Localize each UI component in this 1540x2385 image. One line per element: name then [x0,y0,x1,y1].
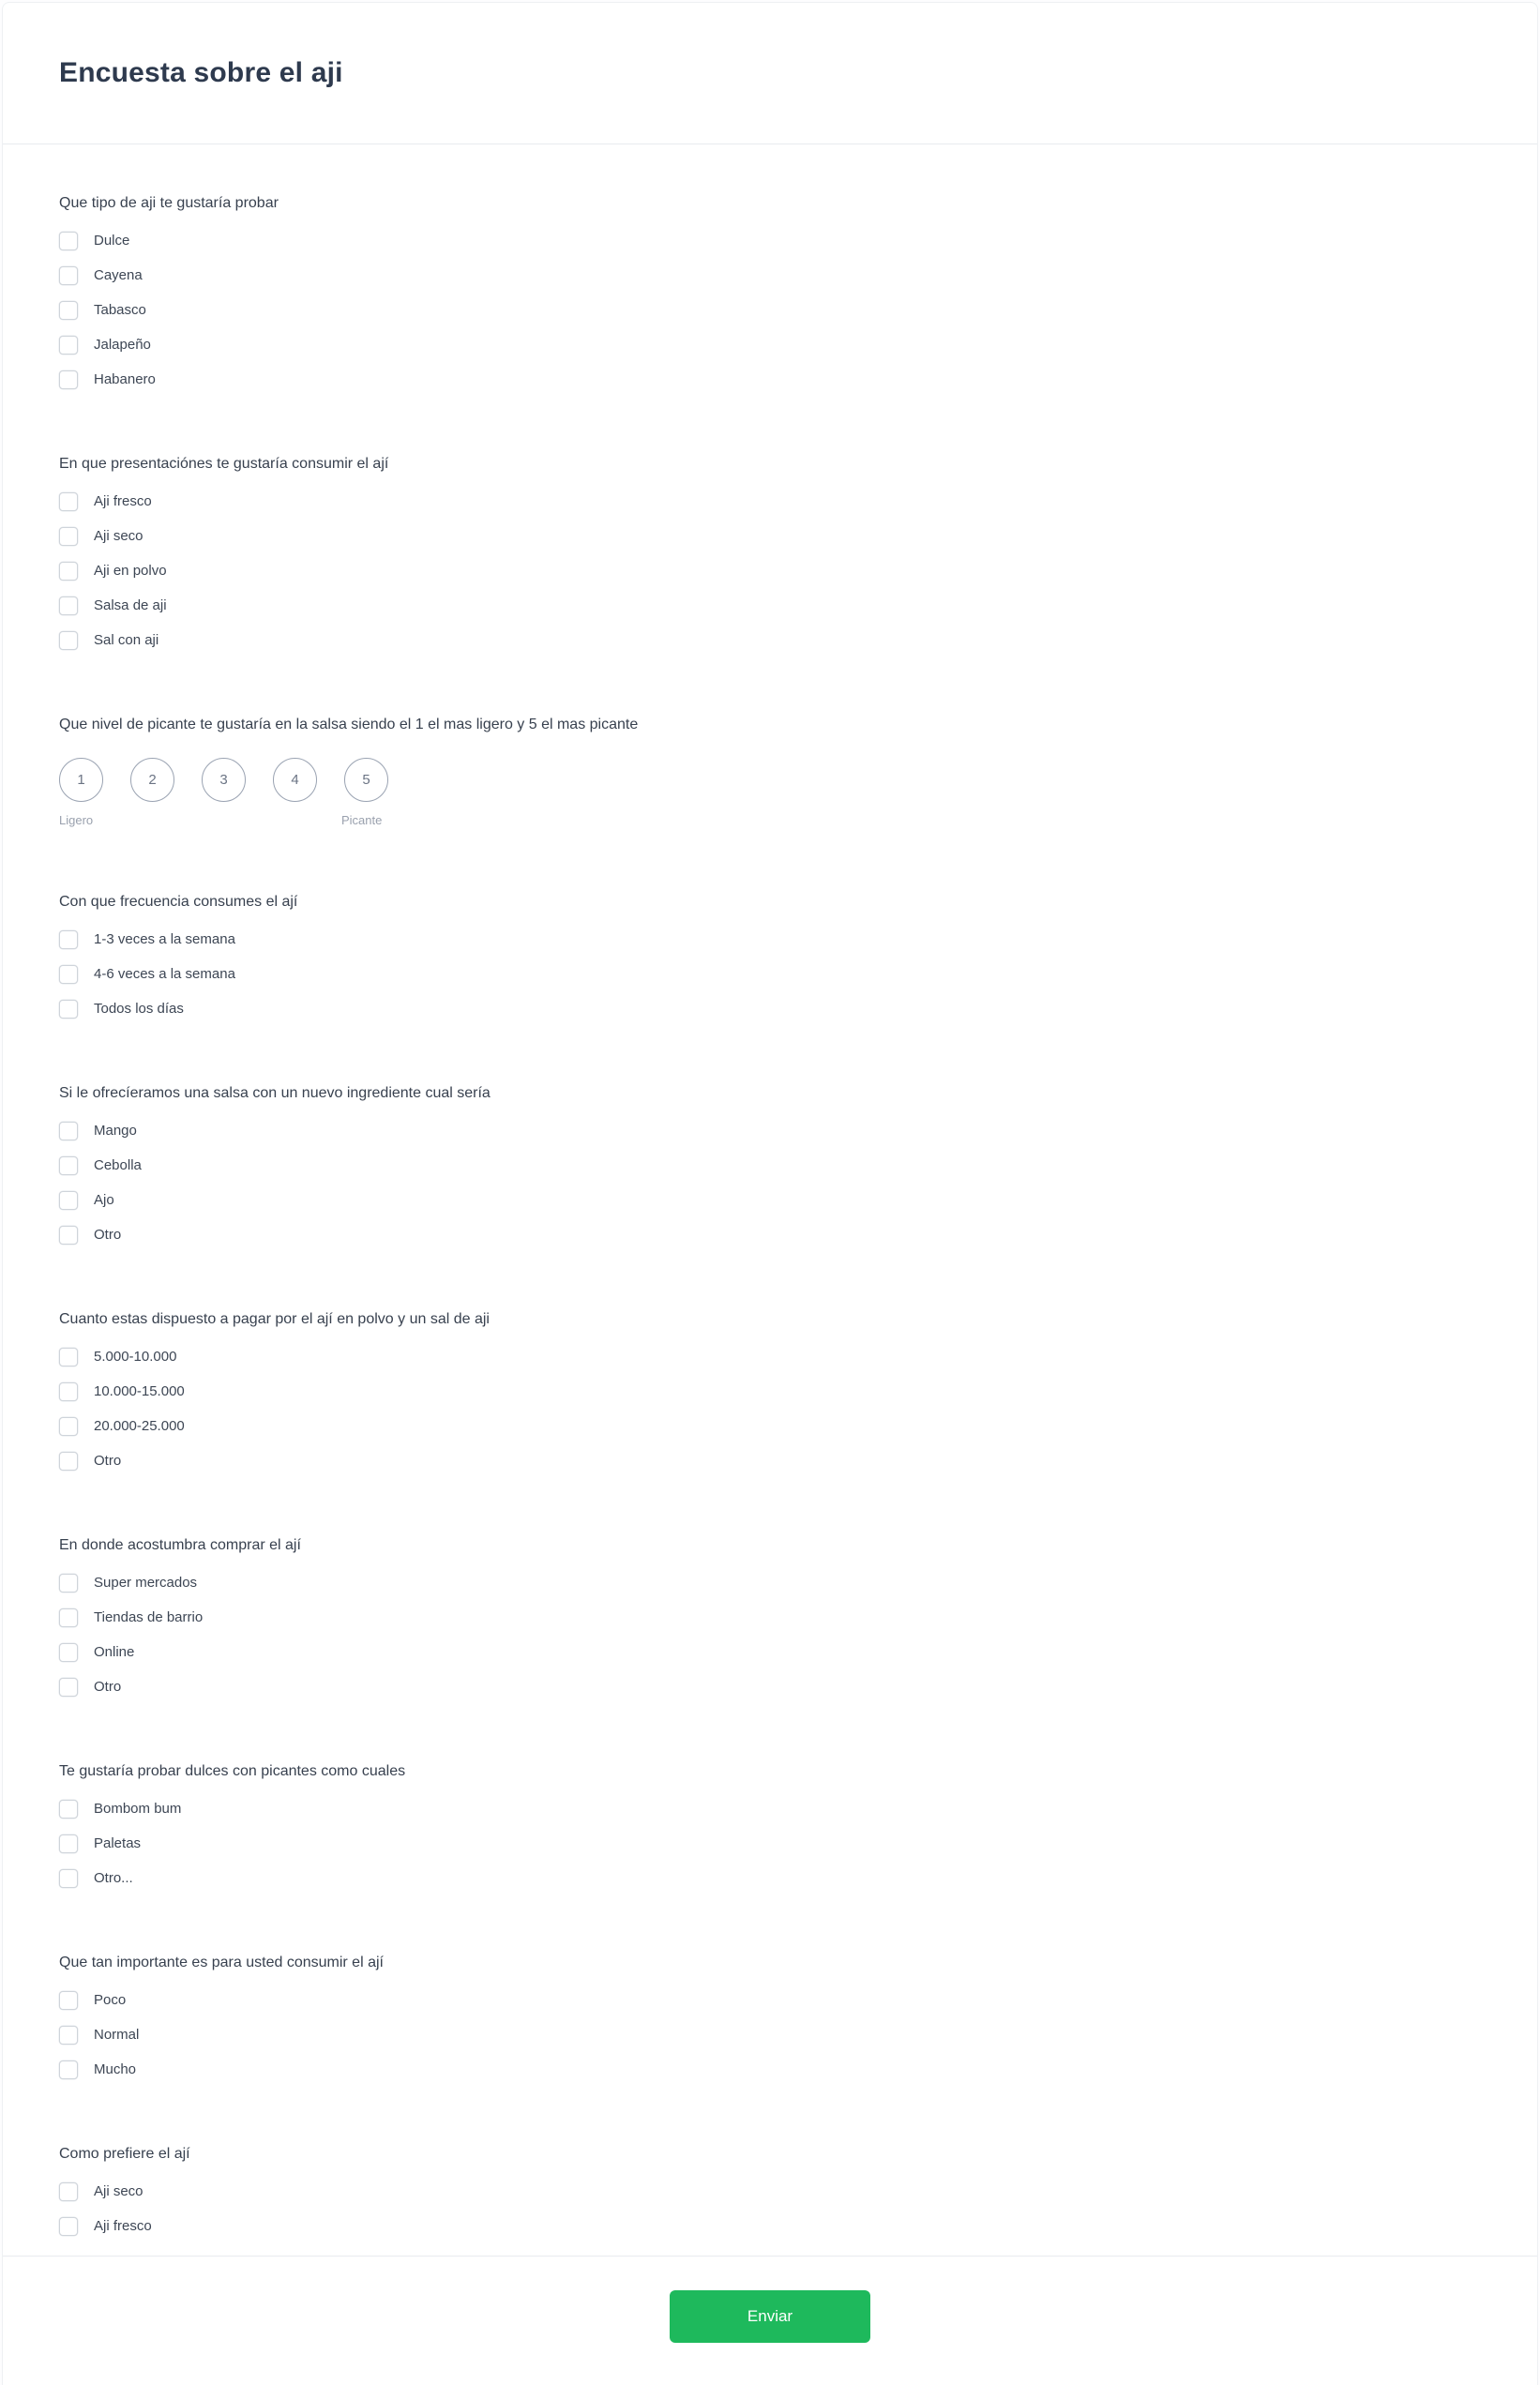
checkbox-option[interactable] [59,1190,114,1211]
checkbox-icon[interactable] [59,1834,78,1853]
checkbox-icon[interactable] [59,2182,78,2201]
option-label: Tabasco [94,302,146,318]
checkbox-option[interactable] [59,1868,133,1889]
checkbox-icon[interactable] [59,562,78,581]
question-block [59,454,1481,651]
checkbox-icon[interactable] [59,336,78,355]
question-options [59,758,1481,828]
checkbox-icon[interactable] [59,1574,78,1593]
checkbox-icon[interactable] [59,370,78,389]
checkbox-option[interactable] [59,2181,143,2202]
question-options [59,231,1481,390]
checkbox-icon[interactable] [59,2217,78,2236]
option-label: Habanero [94,371,156,387]
question-options [59,1121,1481,1245]
scale-max-label: Picante [341,813,383,827]
question-options [59,2181,1481,2237]
option-label: Sal con aji [94,632,159,648]
option-label: Otro [94,1679,122,1695]
question-block [59,193,1481,390]
question-options [59,491,1481,651]
question-title: Te gustaría probar dulces con picantes como cuales [59,1763,406,1779]
checkbox-option[interactable] [59,1121,137,1141]
scale-option[interactable]: 2 [130,758,174,802]
checkbox-option[interactable] [59,2060,136,2080]
option-label: Otro... [94,1870,133,1886]
checkbox-option[interactable] [59,1642,134,1663]
checkbox-option[interactable] [59,231,129,251]
question-title: Con que frecuencia consumes el ají [59,894,298,910]
option-label: 20.000-25.000 [94,1418,185,1434]
option-label: Poco [94,1992,127,2008]
question-block [59,1083,1481,1245]
question-block [59,1535,1481,1698]
checkbox-icon[interactable] [59,1000,78,1019]
checkbox-icon[interactable] [59,1678,78,1697]
checkbox-option[interactable] [59,1347,176,1367]
checkbox-option[interactable] [59,1451,121,1472]
scale-option[interactable]: 4 [273,758,317,802]
question-block [59,2144,1481,2237]
question-options [59,1573,1481,1698]
option-label: Aji fresco [94,2218,152,2234]
checkbox-option[interactable] [59,1225,121,1245]
question-title: Cuanto estas dispuesto a pagar por el ají en polvo y un sal de aji [59,1311,490,1327]
checkbox-option[interactable] [59,1799,181,1819]
checkbox-icon[interactable] [59,1122,78,1140]
question-title: Como prefiere el ají [59,2146,190,2162]
checkbox-option[interactable] [59,1573,197,1593]
checkbox-option[interactable] [59,335,151,355]
checkbox-icon[interactable] [59,965,78,984]
option-label: 1-3 veces a la semana [94,931,235,947]
checkbox-icon[interactable] [59,301,78,320]
question-options [59,1799,1481,1889]
question-options [59,1347,1481,1472]
question-title: Que nivel de picante te gustaría en la salsa siendo el 1 el mas ligero y 5 el mas picante [59,717,639,732]
option-label: Aji fresco [94,493,152,509]
scale-labels [59,813,387,828]
question-title: Que tan importante es para usted consumir el ají [59,1955,384,1970]
checkbox-icon[interactable] [59,1991,78,2010]
option-label: Super mercados [94,1575,198,1591]
checkbox-option[interactable] [59,1677,121,1698]
question-title: Si le ofrecíeramos una salsa con un nuevo ingrediente cual sería [59,1085,491,1101]
checkbox-icon[interactable] [59,492,78,511]
checkbox-icon[interactable] [59,266,78,285]
checkbox-option[interactable] [59,1416,185,1437]
option-label: Aji seco [94,528,143,544]
option-label: Otro [94,1227,122,1243]
checkbox-icon[interactable] [59,1348,78,1366]
scale-min-label: Ligero [59,813,94,827]
question-block [59,1953,1481,2080]
checkbox-option[interactable] [59,929,235,950]
option-label: Jalapeño [94,337,151,353]
checkbox-icon[interactable] [59,232,78,250]
checkbox-icon[interactable] [59,631,78,650]
form-header [3,3,1537,144]
checkbox-option[interactable] [59,1155,142,1176]
option-label: Mucho [94,2061,137,2077]
checkbox-icon[interactable] [59,2060,78,2079]
checkbox-option[interactable] [59,999,184,1019]
option-label: Cebolla [94,1157,142,1173]
question-block [59,892,1481,1019]
scale-widget [59,758,1481,828]
checkbox-icon[interactable] [59,930,78,949]
option-label: 4-6 veces a la semana [94,966,235,982]
checkbox-option[interactable] [59,526,143,547]
checkbox-icon[interactable] [59,1226,78,1245]
scale-option[interactable]: 3 [202,758,246,802]
questions-container [3,144,1537,2256]
option-label: Cayena [94,267,143,283]
checkbox-option[interactable] [59,1608,203,1628]
submit-button[interactable]: Enviar [670,2290,870,2343]
checkbox-option[interactable] [59,300,146,321]
question-block [59,1761,1481,1889]
checkbox-option[interactable] [59,370,156,390]
checkbox-icon[interactable] [59,2026,78,2045]
form-footer [3,2256,1537,2385]
option-label: 5.000-10.000 [94,1349,177,1365]
checkbox-icon[interactable] [59,1156,78,1175]
checkbox-icon[interactable] [59,1608,78,1627]
question-options [59,929,1481,1019]
checkbox-icon[interactable] [59,1452,78,1471]
checkbox-icon[interactable] [59,527,78,546]
question-block [59,1309,1481,1472]
option-label: Salsa de aji [94,597,167,613]
option-label: Aji en polvo [94,563,167,579]
option-label: Online [94,1644,135,1660]
checkbox-icon[interactable] [59,1191,78,1210]
checkbox-icon[interactable] [59,1800,78,1819]
scale-option[interactable]: 1 [59,758,103,802]
question-block [59,715,1481,828]
checkbox-option[interactable] [59,2216,152,2237]
question-title: En que presentaciónes te gustaría consumir el ají [59,456,389,472]
checkbox-option[interactable] [59,1834,141,1854]
option-label: Aji seco [94,2183,143,2199]
option-label: Bombom bum [94,1801,182,1817]
option-label: Tiendas de barrio [94,1609,204,1625]
checkbox-option[interactable] [59,561,167,581]
checkbox-option[interactable] [59,2025,139,2045]
checkbox-option[interactable] [59,596,167,616]
option-label: Mango [94,1123,137,1139]
checkbox-icon[interactable] [59,1417,78,1436]
checkbox-option[interactable] [59,964,235,985]
checkbox-option[interactable] [59,630,159,651]
page-title: Encuesta sobre el aji [59,57,343,88]
checkbox-icon[interactable] [59,1382,78,1401]
option-label: Todos los días [94,1001,184,1017]
checkbox-option[interactable] [59,1990,126,2011]
option-label: Normal [94,2027,140,2043]
checkbox-option[interactable] [59,491,152,512]
survey-form-card [2,2,1538,2385]
option-label: Paletas [94,1835,142,1851]
question-options [59,1990,1481,2080]
checkbox-option[interactable] [59,265,143,286]
checkbox-icon[interactable] [59,596,78,615]
scale-row [59,758,1481,802]
option-label: Dulce [94,233,130,249]
option-label: Ajo [94,1192,114,1208]
scale-option[interactable]: 5 [344,758,388,802]
question-title: Que tipo de aji te gustaría probar [59,195,279,211]
option-label: 10.000-15.000 [94,1383,185,1399]
checkbox-icon[interactable] [59,1643,78,1662]
checkbox-option[interactable] [59,1381,185,1402]
option-label: Otro [94,1453,122,1469]
question-title: En donde acostumbra comprar el ají [59,1537,301,1553]
checkbox-icon[interactable] [59,1869,78,1888]
